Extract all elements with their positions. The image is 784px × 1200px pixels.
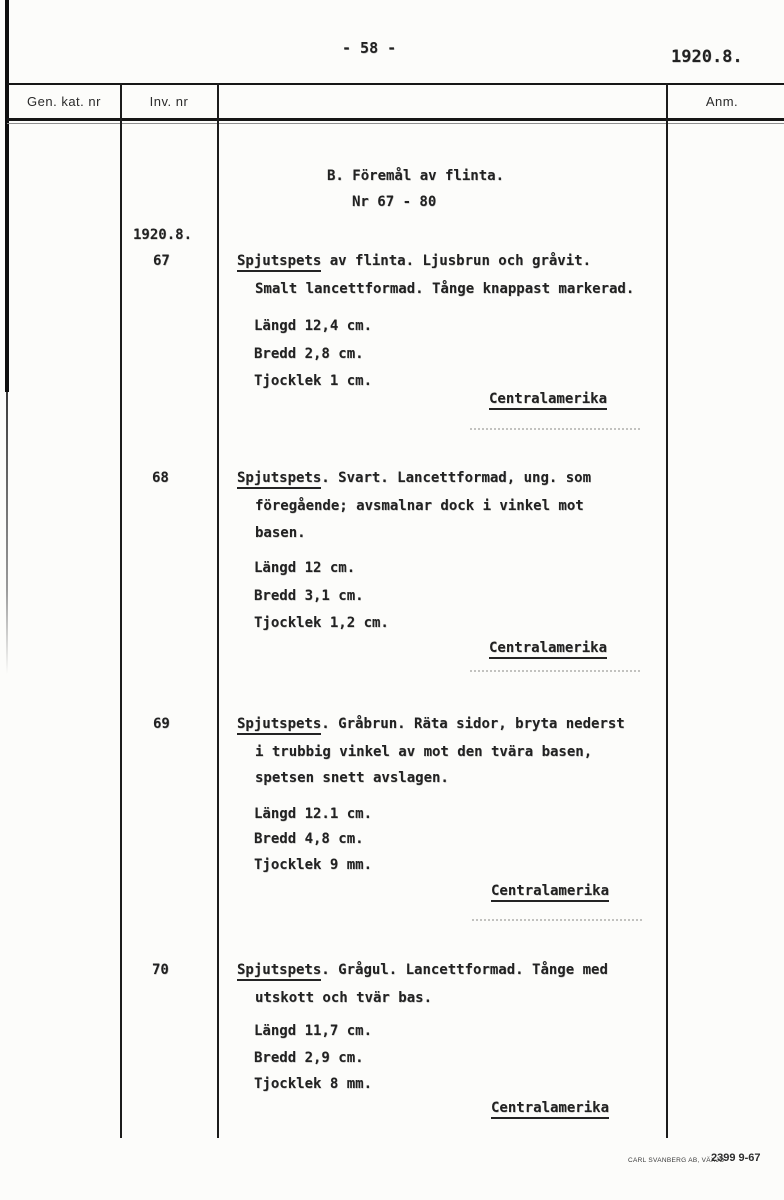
- column-divider-3: [666, 83, 668, 1138]
- printer-imprint-code: 2399 9-67: [711, 1152, 761, 1164]
- accession-year-top: 1920.8.: [671, 47, 743, 67]
- page-left-edge-bar-fade: [6, 392, 8, 674]
- printer-imprint-name: CARL SVANBERG AB, VÄXJÖ: [628, 1157, 725, 1164]
- entry-width: Bredd 4,8 cm.: [254, 831, 364, 847]
- entry-origin: Centralamerika: [489, 392, 607, 410]
- entry-desc-line1: [237, 254, 591, 269]
- entry-desc-line1: [237, 963, 608, 978]
- entry-length: Längd 12 cm.: [254, 560, 356, 576]
- column-divider-1: [120, 83, 122, 1138]
- header-gen-kat-nr: Gen. kat. nr: [27, 94, 101, 109]
- entry-term: Spjutspets: [237, 716, 321, 735]
- entry-width: Bredd 2,9 cm.: [254, 1050, 364, 1066]
- section-title: B. Föremål av flinta.: [327, 168, 505, 184]
- entry-term: Spjutspets: [237, 470, 321, 489]
- entry-desc-rest: . Grågul. Lancettformad. Tånge med: [321, 962, 608, 978]
- entry-origin: Centralamerika: [489, 641, 607, 659]
- header-inv-nr: Inv. nr: [149, 94, 189, 109]
- page-left-edge-bar: [5, 0, 9, 392]
- header-anm: Anm.: [705, 94, 739, 109]
- entry-thickness: Tjocklek 9 mm.: [254, 857, 373, 873]
- entry-length: Längd 12,4 cm.: [254, 318, 373, 334]
- entry-inv-nr: 67: [153, 253, 170, 269]
- entry-desc-line3: basen.: [255, 525, 306, 541]
- entry-desc-line2: Smalt lancettformad. Tånge knappast markerad.: [255, 281, 635, 297]
- entry-term: Spjutspets: [237, 962, 321, 981]
- entry-thickness: Tjocklek 1 cm.: [254, 373, 373, 389]
- section-number-range: Nr 67 - 80: [352, 194, 437, 210]
- page-number: - 58 -: [342, 39, 397, 57]
- entry-thickness: Tjocklek 1,2 cm.: [254, 615, 389, 631]
- erased-dotted-marks: [472, 919, 642, 921]
- column-divider-2: [217, 83, 219, 1138]
- section-year: 1920.8.: [133, 227, 193, 243]
- entry-length: Längd 12.1 cm.: [254, 806, 373, 822]
- entry-desc-line3: spetsen snett avslagen.: [255, 770, 449, 786]
- entry-inv-nr: 70: [152, 962, 169, 978]
- entry-width: Bredd 3,1 cm.: [254, 588, 364, 604]
- entry-width: Bredd 2,8 cm.: [254, 346, 364, 362]
- entry-desc-rest: av flinta. Ljusbrun och gråvit.: [321, 253, 592, 269]
- entry-length: Längd 11,7 cm.: [254, 1023, 373, 1039]
- entry-thickness: Tjocklek 8 mm.: [254, 1076, 373, 1092]
- entry-origin: Centralamerika: [491, 1101, 609, 1119]
- entry-desc-rest: . Gråbrun. Räta sidor, bryta nederst: [321, 716, 625, 732]
- entry-inv-nr: 68: [152, 470, 169, 486]
- entry-desc-line2: utskott och tvär bas.: [255, 990, 433, 1006]
- entry-origin: Centralamerika: [491, 884, 609, 902]
- entry-inv-nr: 69: [153, 716, 170, 732]
- entry-desc-rest: . Svart. Lancettformad, ung. som: [321, 470, 592, 486]
- entry-term: Spjutspets: [237, 253, 321, 272]
- entry-desc-line1: [237, 471, 591, 486]
- erased-dotted-marks: [470, 428, 640, 430]
- erased-dotted-marks: [470, 670, 640, 672]
- entry-desc-line2: föregående; avsmalnar dock i vinkel mot: [255, 498, 584, 514]
- entry-desc-line1: [237, 717, 625, 732]
- entry-desc-line2: i trubbig vinkel av mot den tvära basen,: [255, 744, 593, 760]
